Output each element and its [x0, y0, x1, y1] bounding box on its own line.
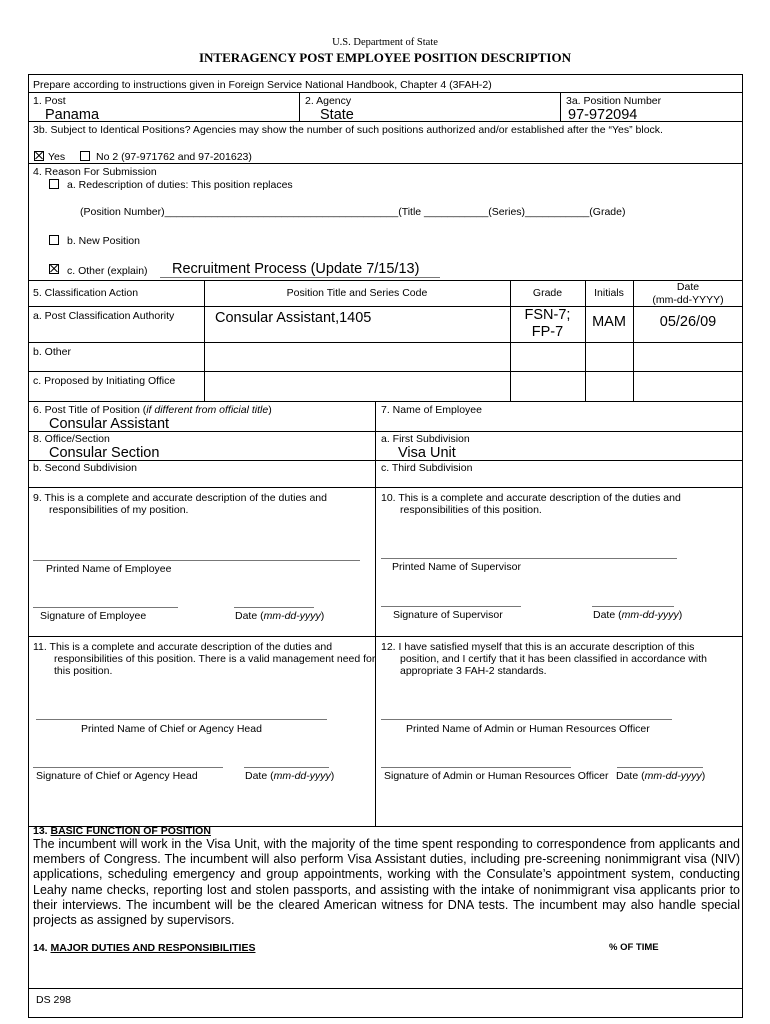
- other-label: c. Other (explain): [67, 265, 148, 277]
- other-explanation[interactable]: Recruitment Process (Update 7/15/13): [172, 261, 420, 277]
- post-value[interactable]: Panama: [45, 107, 100, 123]
- hr-officer-name-line[interactable]: [381, 719, 672, 720]
- third-subdivision-label: c. Third Subdivision: [381, 462, 473, 474]
- date-header: Date: [676, 281, 700, 293]
- employee-name-label: 7. Name of Employee: [381, 404, 482, 416]
- employee-name-line[interactable]: [33, 560, 360, 561]
- initials-value[interactable]: MAM: [592, 314, 626, 330]
- title-code-header: Position Title and Series Code: [286, 287, 428, 299]
- other-checkbox[interactable]: [49, 264, 59, 274]
- initials-header: Initials: [594, 287, 624, 299]
- other-classification-label: b. Other: [33, 346, 71, 358]
- form-number: DS 298: [36, 994, 72, 1006]
- supervisor-date-caption: Date (mm-dd-yyyy): [593, 609, 683, 621]
- position-number-label: 3a. Position Number: [566, 95, 662, 107]
- chief-date-caption: Date (mm-dd-yyyy): [245, 770, 335, 782]
- hr-officer-signature-line[interactable]: [381, 767, 571, 768]
- replacement-position-line[interactable]: (Position Number)________________________________________(Title ___________(Series)___________(Grade): [80, 206, 626, 218]
- redescription-checkbox[interactable]: [49, 179, 59, 189]
- employee-printed-caption: Printed Name of Employee: [46, 563, 172, 575]
- cert10-text: 10. This is a complete and accurate description of the duties and responsibilities of this position.: [381, 492, 681, 516]
- instructions: Prepare according to instructions given in Foreign Service National Handbook, Chapter 4 (3FAH-2): [33, 79, 492, 91]
- position-number-value[interactable]: 97-972094: [568, 107, 638, 123]
- redescription-label: a. Redescription of duties: This position replaces: [67, 179, 293, 191]
- post-label: 1. Post: [33, 95, 66, 107]
- chief-name-line[interactable]: [36, 719, 327, 720]
- supervisor-date-line[interactable]: [592, 606, 674, 607]
- hr-officer-date-caption: Date (mm-dd-yyyy): [616, 770, 706, 782]
- grade-value-2[interactable]: FP-7: [531, 324, 564, 340]
- yes-label: Yes: [48, 151, 66, 163]
- yes-checkbox[interactable]: [34, 151, 44, 161]
- post-title-label: 6. Post Title of Position (if different from official title): [33, 404, 272, 416]
- employee-signature-line[interactable]: [33, 607, 178, 608]
- grade-value-1[interactable]: FSN-7;: [524, 307, 571, 323]
- no-checkbox[interactable]: [80, 151, 90, 161]
- cert11-text: 11. This is a complete and accurate description of the duties and responsibilities of this position. There is a valid management need for this position.: [33, 641, 376, 677]
- employee-date-line[interactable]: [234, 607, 314, 608]
- supervisor-name-line[interactable]: [381, 558, 677, 559]
- new-position-label: b. New Position: [67, 235, 140, 247]
- no-label: No 2 (97-971762 and 97-201623): [96, 151, 252, 163]
- hr-officer-printed-caption: Printed Name of Admin or Human Resources Officer: [406, 723, 650, 735]
- agency-label: 2. Agency: [305, 95, 352, 107]
- date-format-header: (mm-dd-YYYY): [652, 294, 724, 306]
- first-subdivision-value[interactable]: Visa Unit: [398, 445, 456, 461]
- proposed-by-label: c. Proposed by Initiating Office: [33, 375, 176, 387]
- supervisor-signature-line[interactable]: [381, 606, 521, 607]
- basic-function-text[interactable]: The incumbent will work in the Visa Unit, with the majority of the time spent responding to correspondence from applicants and members of Congress. The incumbent will also perform Visa Assistant duties, including pre-screening nonimmigrant visa (NIV) applications, scheduling emergency and group appointments, working with the Consulate’s appointment system, conducting Leahy name checks, reporting lost and stolen passports, and assisting with the intake of nonimmigrant visa applicants prior to their interviews. The incumbent will be the cleared American witness for DNA tests. The incumbent may also handle special projects as assigned by supervisors.: [33, 837, 740, 928]
- classification-action-header: 5. Classification Action: [33, 287, 139, 299]
- cert12-text: 12. I have satisfied myself that this is an accurate description of this position, and I certify that it has been classified in accordance with appropriate 3 FAH-2 standards.: [381, 641, 708, 677]
- supervisor-signature-caption: Signature of Supervisor: [393, 609, 503, 621]
- chief-signature-line[interactable]: [33, 767, 223, 768]
- hr-officer-date-line[interactable]: [617, 767, 703, 768]
- employee-date-caption: Date (mm-dd-yyyy): [235, 610, 325, 622]
- form-title: INTERAGENCY POST EMPLOYEE POSITION DESCRIPTION: [198, 50, 571, 65]
- identical-label: 3b. Subject to Identical Positions? Agencies may show the number of such positions authorized and/or established after the “Yes” block.: [33, 124, 663, 136]
- reason-label: 4. Reason For Submission: [33, 166, 157, 178]
- hr-officer-signature-caption: Signature of Admin or Human Resources Officer: [384, 770, 609, 782]
- office-value[interactable]: Consular Section: [49, 445, 160, 461]
- office-label: 8. Office/Section: [33, 433, 110, 445]
- date-value[interactable]: 05/26/09: [659, 314, 717, 330]
- percent-of-time-header: % OF TIME: [609, 942, 659, 953]
- major-duties-heading: 14. MAJOR DUTIES AND RESPONSIBILITIES: [33, 942, 256, 954]
- agency-value[interactable]: State: [320, 107, 354, 123]
- classification-title-value[interactable]: Consular Assistant,1405: [215, 310, 372, 326]
- chief-printed-caption: Printed Name of Chief or Agency Head: [81, 723, 262, 735]
- employee-signature-caption: Signature of Employee: [40, 610, 147, 622]
- post-classification-label: a. Post Classification Authority: [33, 310, 175, 322]
- chief-signature-caption: Signature of Chief or Agency Head: [36, 770, 198, 782]
- department-name: U.S. Department of State: [332, 37, 438, 48]
- second-subdivision-label: b. Second Subdivision: [33, 462, 137, 474]
- supervisor-printed-caption: Printed Name of Supervisor: [392, 561, 521, 573]
- cert9-text: 9. This is a complete and accurate description of the duties and responsibilities of my position.: [33, 492, 327, 516]
- grade-header: Grade: [532, 287, 563, 299]
- basic-function-heading: 13. BASIC FUNCTION OF POSITION: [33, 825, 211, 837]
- post-title-value[interactable]: Consular Assistant: [49, 416, 170, 432]
- first-subdivision-label: a. First Subdivision: [381, 433, 470, 445]
- new-position-checkbox[interactable]: [49, 235, 59, 245]
- chief-date-line[interactable]: [244, 767, 329, 768]
